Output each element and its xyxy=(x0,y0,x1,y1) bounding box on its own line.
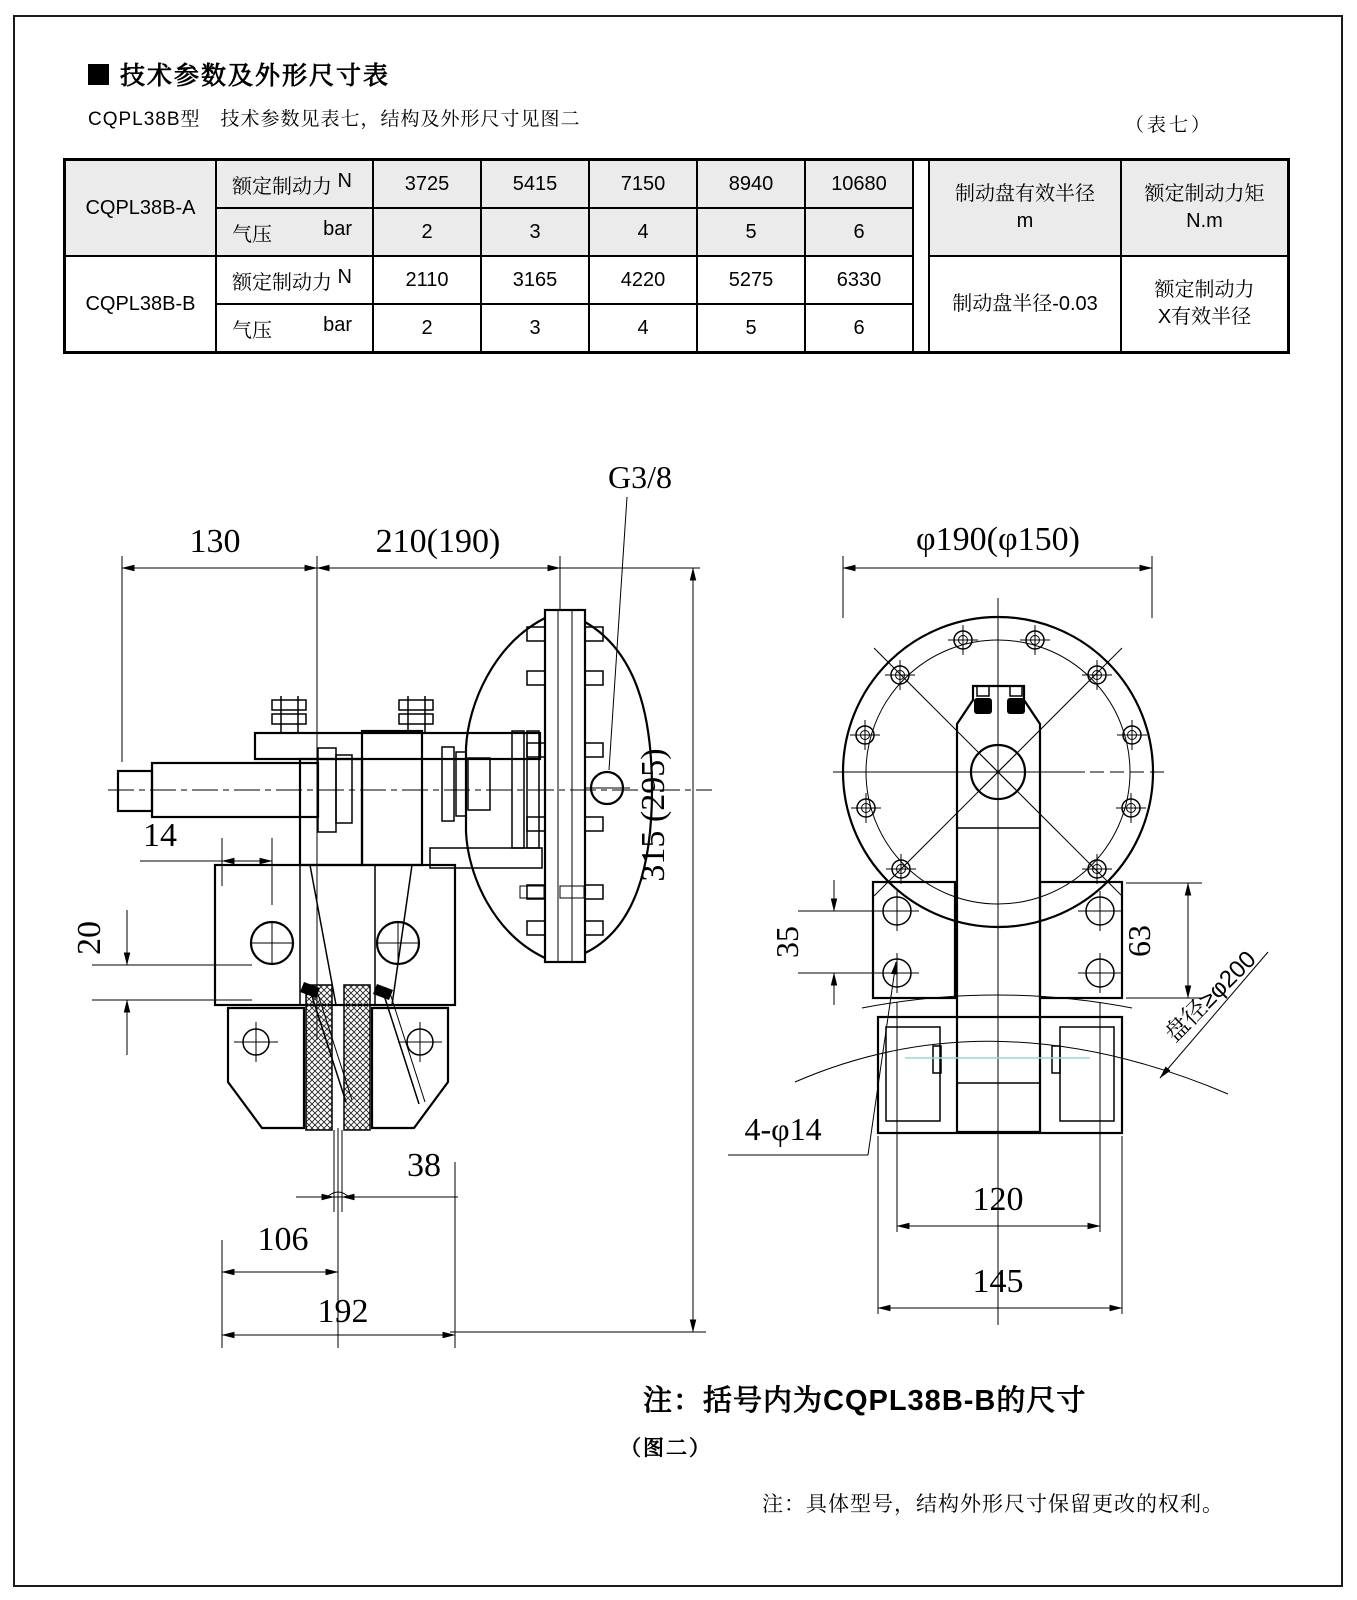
diaphragm-chamber xyxy=(466,610,652,962)
dim-120: 120 xyxy=(972,1181,1024,1218)
top-fittings xyxy=(974,686,1025,714)
param-unit: bar xyxy=(323,217,352,240)
torque-header-line2: N.m xyxy=(1186,210,1223,232)
value-cell: 8940 xyxy=(697,160,805,209)
model-cell: CQPL38B-B xyxy=(65,256,217,353)
value-cell: 6 xyxy=(805,304,913,353)
value-cell: 6 xyxy=(805,208,913,256)
torque-value-line1: 额定制动力 xyxy=(1154,279,1255,301)
mounting-plate-right xyxy=(1040,882,1122,998)
dim-14: 14 xyxy=(143,817,177,854)
dim-63: 63 xyxy=(1121,925,1157,957)
param-label: 额定制动力 xyxy=(232,175,332,198)
value-cell: 4 xyxy=(589,304,697,353)
value-cell: 3 xyxy=(481,208,589,256)
torque-value-line2: X有效半径 xyxy=(1157,306,1252,328)
torque-header-line1: 额定制动力矩 xyxy=(1144,183,1265,205)
right-view-front-elevation xyxy=(728,521,1268,1325)
drawing-note: 注：括号内为CQPL38B-B的尺寸 xyxy=(643,1385,1087,1417)
dim-106: 106 xyxy=(257,1221,309,1258)
figure-label: （图二） xyxy=(620,1437,712,1460)
dim-315-295: 315 (295) xyxy=(635,748,672,882)
dim-210-190: 210(190) xyxy=(375,523,501,560)
model-cell: CQPL38B-A xyxy=(65,160,217,257)
value-cell: 2 xyxy=(373,304,481,353)
chamber-flange xyxy=(545,610,585,962)
pad-carrier-right xyxy=(372,1008,448,1128)
lower-housing xyxy=(215,865,455,1005)
radius-value-cell: 制动盘半径-0.03 xyxy=(929,256,1121,353)
dim-35: 35 xyxy=(769,926,805,958)
friction-pad-right xyxy=(344,985,370,1130)
param-unit: N xyxy=(337,169,352,192)
param-label: 气压 xyxy=(232,223,272,246)
pad-carrier-left xyxy=(228,1008,304,1128)
pad-box xyxy=(878,1017,1122,1133)
radius-header-line1: 制动盘有效半径 xyxy=(955,183,1095,205)
value-cell: 7150 xyxy=(589,160,697,209)
footnote: 注：具体型号，结构外形尺寸保留更改的权利。 xyxy=(762,1493,1224,1516)
spring-pin-right xyxy=(373,984,425,1104)
g38-leader xyxy=(609,497,627,770)
dim-145: 145 xyxy=(972,1263,1024,1300)
value-cell: 4 xyxy=(589,208,697,256)
param-label: 气压 xyxy=(232,319,272,342)
left-view-side-elevation xyxy=(71,459,712,1348)
dim-20: 20 xyxy=(71,921,108,955)
value-cell: 5275 xyxy=(697,256,805,304)
value-cell: 3165 xyxy=(481,256,589,304)
param-label: 额定制动力 xyxy=(232,271,332,294)
value-cell: 6330 xyxy=(805,256,913,304)
page-title: 技术参数及外形尺寸表 xyxy=(120,62,391,90)
param-unit: N xyxy=(337,265,352,288)
radius-header-line2: m xyxy=(1016,210,1034,232)
value-cell: 3 xyxy=(481,304,589,353)
value-cell: 5 xyxy=(697,208,805,256)
disc-edge-arc xyxy=(795,1041,1228,1094)
value-cell: 3725 xyxy=(373,160,481,209)
value-cell: 10680 xyxy=(805,160,913,209)
left-view-dimensions xyxy=(71,459,706,1348)
dim-4-dia14: 4-φ14 xyxy=(744,1111,822,1147)
caliper-lever-and-adjuster xyxy=(300,731,584,1005)
page-subtitle: CQPL38B型 技术参数见表七，结构及外形尺寸见图二 xyxy=(88,109,581,130)
dim-192: 192 xyxy=(317,1293,369,1330)
dim-dia190-150: φ190(φ150) xyxy=(916,521,1080,558)
value-cell: 5415 xyxy=(481,160,589,209)
table-seven-label: （表七） xyxy=(1125,115,1214,136)
friction-pad-left xyxy=(306,985,332,1130)
dim-38: 38 xyxy=(407,1147,441,1184)
value-cell: 2110 xyxy=(373,256,481,304)
top-clamp-and-studs xyxy=(255,696,540,759)
value-cell: 4220 xyxy=(589,256,697,304)
value-cell: 5 xyxy=(697,304,805,353)
value-cell: 2 xyxy=(373,208,481,256)
param-unit: bar xyxy=(323,313,352,336)
chamber-bell xyxy=(466,618,545,958)
dim-disc-diameter: 盘径≥φ200 xyxy=(1159,945,1262,1048)
dim-130: 130 xyxy=(189,523,241,560)
port-label-g38: G3/8 xyxy=(608,459,672,495)
